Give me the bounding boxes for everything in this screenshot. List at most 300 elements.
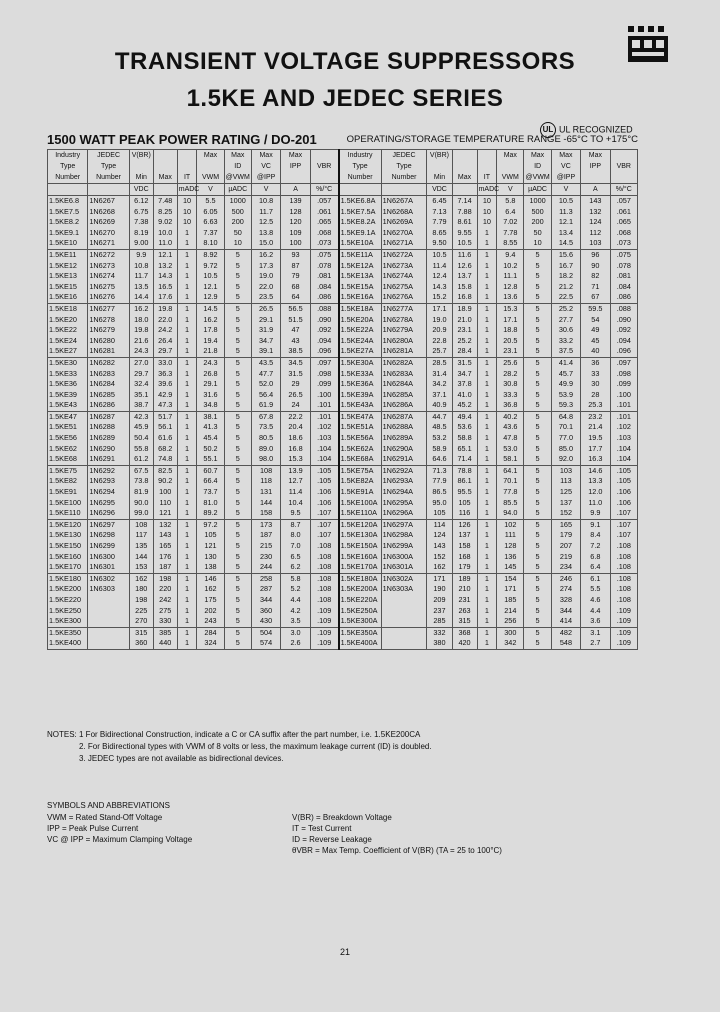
table-cell: 23.1: [452, 325, 477, 336]
table-cell: 50: [524, 228, 551, 239]
rating-subheader: [47, 132, 638, 146]
table-cell: 47.7: [251, 369, 280, 380]
table-cell: 332: [427, 627, 452, 638]
table-cell: IPP: [581, 161, 610, 172]
table-cell: 1.5KE100A: [339, 498, 382, 509]
table-cell: 1N6290: [88, 444, 129, 455]
table-cell: 1: [177, 465, 197, 476]
table-row: [48, 315, 638, 326]
table-cell: 5: [224, 315, 251, 326]
table-row: [48, 369, 638, 380]
table-cell: 7.79: [427, 217, 452, 228]
table-cell: 7.88: [452, 207, 477, 218]
table-cell: 1: [477, 282, 497, 293]
table-cell: 45: [581, 336, 610, 347]
table-cell: 16.3: [581, 454, 610, 465]
table-cell: 5: [524, 595, 551, 606]
table-cell: 1: [477, 508, 497, 519]
table-cell: Max: [224, 150, 251, 162]
table-row: [48, 498, 638, 509]
table-cell: VWM: [197, 172, 224, 184]
table-cell: 1: [477, 336, 497, 347]
table-cell: 1N6300: [88, 552, 129, 563]
table-cell: 37.5: [551, 346, 580, 357]
table-cell: 38.5: [281, 346, 310, 357]
table-cell: .104: [310, 444, 338, 455]
table-cell: 5: [524, 487, 551, 498]
table-cell: 39.1: [251, 346, 280, 357]
table-cell: 1N6273: [88, 261, 129, 272]
table-row: [48, 400, 638, 411]
table-cell: 113: [551, 476, 580, 487]
table-cell: [153, 161, 177, 172]
table-cell: 1: [477, 541, 497, 552]
page-number: 21: [339, 947, 350, 957]
table-cell: 1: [477, 249, 497, 260]
table-cell: .108: [310, 573, 338, 584]
table-cell: 135: [129, 541, 153, 552]
table-cell: 1.5KE22: [49, 325, 77, 335]
table-cell: 5: [524, 562, 551, 573]
table-cell: 242: [153, 595, 177, 606]
table-cell: 5: [524, 552, 551, 563]
table-cell: 82.5: [153, 465, 177, 476]
table-cell: 77.9: [427, 476, 452, 487]
table-cell: .057: [310, 196, 338, 207]
table-cell: 10.8: [251, 196, 280, 207]
table-cell: 126: [452, 519, 477, 530]
table-cell: 1: [177, 261, 197, 272]
table-cell: 1: [477, 261, 497, 272]
table-row: [48, 249, 638, 260]
table-cell: 12.0: [581, 487, 610, 498]
table-cell: .090: [610, 315, 637, 326]
table-cell: .078: [310, 261, 338, 272]
table-cell: 1N6276: [88, 292, 129, 303]
table-cell: 1.5KE11A: [339, 249, 382, 260]
table-cell: [177, 161, 197, 172]
table-row: [48, 606, 638, 617]
table-cell: 1N6299: [88, 541, 129, 552]
table-cell: 10.5: [197, 271, 224, 282]
table-cell: .101: [610, 411, 637, 422]
table-cell: 1: [477, 357, 497, 368]
table-cell: 324: [197, 638, 224, 649]
table-cell: 34.2: [427, 379, 452, 390]
table-cell: 1: [177, 369, 197, 380]
table-cell: 1N6268: [88, 207, 129, 218]
table-cell: 31.6: [197, 390, 224, 401]
table-cell: 5: [524, 519, 551, 530]
table-cell: 39.6: [153, 379, 177, 390]
table-cell: .107: [310, 519, 338, 530]
table-cell: 1: [177, 541, 197, 552]
table-cell: 1.5KE47A: [339, 411, 382, 422]
table-cell: .109: [610, 616, 637, 627]
table-cell: 100: [281, 238, 310, 249]
table-cell: 45.2: [452, 400, 477, 411]
table-cell: 13.4: [551, 228, 580, 239]
table-cell: 10: [177, 217, 197, 228]
table-cell: 1N6272: [88, 249, 129, 260]
table-cell: 43.6: [497, 422, 524, 433]
table-cell: 1: [177, 562, 197, 573]
table-cell: 102: [497, 519, 524, 530]
table-cell: 5.8: [281, 573, 310, 584]
table-cell: 1N6303: [88, 584, 129, 595]
table-cell: 125: [551, 487, 580, 498]
table-cell: 1: [177, 487, 197, 498]
table-cell: 220: [153, 584, 177, 595]
table-cell: [88, 638, 129, 649]
table-cell: 1.5KE200: [49, 584, 82, 594]
table-cell: 230: [251, 552, 280, 563]
table-cell: 5: [224, 303, 251, 314]
table-cell: 1.5KE9.1A: [339, 228, 382, 239]
table-cell: 17.1: [497, 315, 524, 326]
table-cell: 19.8: [129, 325, 153, 336]
table-cell: 110: [153, 498, 177, 509]
symbol-definition: IT = Test Current: [292, 824, 352, 833]
table-cell: VC: [251, 161, 280, 172]
temperature-range-label: OPERATING/STORAGE TEMPERATURE RANGE -65°C TO +175°C: [346, 134, 638, 145]
table-cell: 40.9: [427, 400, 452, 411]
table-cell: 17.8: [197, 325, 224, 336]
table-cell: JEDEC: [381, 150, 427, 162]
table-cell: 1: [177, 390, 197, 401]
table-cell: 9.02: [153, 217, 177, 228]
table-cell: 5: [524, 411, 551, 422]
table-cell: 1.5KE30: [48, 357, 88, 368]
symbol-definition: ID = Reverse Leakage: [292, 835, 372, 844]
table-cell: 12.6: [452, 261, 477, 272]
table-cell: Max: [497, 150, 524, 162]
table-cell: 5: [524, 444, 551, 455]
table-cell: 14.5: [197, 303, 224, 314]
table-cell: .108: [610, 584, 637, 595]
table-cell: 200: [224, 217, 251, 228]
table-cell: 1.5KE47: [48, 411, 88, 422]
table-cell: Max: [153, 172, 177, 184]
table-cell: 1: [477, 271, 497, 282]
table-cell: 152: [551, 508, 580, 519]
table-cell: 5.5: [197, 196, 224, 207]
table-cell: .094: [310, 336, 338, 347]
table-cell: 21.6: [129, 336, 153, 347]
table-row: [48, 530, 638, 541]
table-cell: 1N6267A: [381, 196, 427, 207]
table-cell: 1.5KE400: [49, 638, 82, 648]
table-cell: 5: [524, 627, 551, 638]
table-cell: 11.1: [497, 271, 524, 282]
table-row: [48, 616, 638, 627]
table-cell: [88, 616, 129, 627]
table-row: [48, 422, 638, 433]
table-cell: [381, 616, 427, 627]
table-cell: 179: [551, 530, 580, 541]
table-cell: 42.9: [153, 390, 177, 401]
table-cell: 14.3: [427, 282, 452, 293]
table-cell: 1N6271A: [381, 238, 427, 249]
table-cell: 51.5: [281, 315, 310, 326]
table-cell: 5: [524, 325, 551, 336]
table-cell: 1N6295A: [381, 498, 427, 509]
table-cell: .108: [310, 541, 338, 552]
table-cell: 7.78: [497, 228, 524, 239]
table-cell: 5: [524, 541, 551, 552]
table-cell: 5.8: [497, 196, 524, 207]
table-cell: 1.5KE75: [48, 465, 88, 476]
table-cell: 1: [177, 379, 197, 390]
symbols-left-column: [47, 812, 192, 845]
table-cell: .065: [310, 217, 338, 228]
table-cell: 94.0: [497, 508, 524, 519]
table-cell: 1.5KE150: [49, 541, 82, 550]
table-cell: 49.4: [452, 411, 477, 422]
table-cell: 1.5KE170A: [339, 562, 382, 573]
table-cell: 19.8: [153, 303, 177, 314]
table-cell: 90: [581, 261, 610, 272]
table-row: [48, 454, 638, 465]
table-cell: 1N6287: [88, 411, 129, 422]
table-cell: 11.7: [129, 271, 153, 282]
table-cell: 1: [177, 498, 197, 509]
table-cell: 71.3: [427, 465, 452, 476]
table-cell: 1.5KE180A: [339, 573, 382, 584]
table-cell: 19.4: [197, 336, 224, 347]
table-cell: V(BR): [129, 150, 153, 162]
table-cell: 132: [581, 207, 610, 218]
table-cell: 1.5KE16: [49, 292, 77, 302]
table-cell: 7.48: [153, 196, 177, 207]
table-cell: .086: [310, 292, 338, 303]
table-cell: 59.3: [551, 400, 580, 411]
table-cell: 5: [224, 498, 251, 509]
table-cell: .107: [610, 508, 637, 519]
table-cell: 1N6293A: [381, 476, 427, 487]
table-cell: 1: [477, 519, 497, 530]
table-cell: 49: [581, 325, 610, 336]
table-cell: 74.8: [153, 454, 177, 465]
table-cell: 1.5KE250: [49, 605, 82, 615]
table-cell: 1N6294: [88, 487, 129, 498]
table-cell: 5: [524, 336, 551, 347]
table-cell: 190: [427, 584, 452, 595]
table-cell: [129, 161, 153, 172]
table-cell: 1: [177, 433, 197, 444]
table-cell: 1.5KE120: [48, 519, 88, 530]
table-cell: 15.3: [281, 454, 310, 465]
table-cell: 8.65: [427, 228, 452, 239]
table-cell: 12.1: [551, 217, 580, 228]
table-cell: 3.5: [281, 616, 310, 627]
table-cell: 231: [452, 595, 477, 606]
table-cell: @VWM: [224, 172, 251, 184]
table-cell: 144: [129, 552, 153, 563]
table-row: [48, 508, 638, 519]
table-cell: 1.5KE15A: [339, 282, 382, 293]
table-cell: 108: [129, 519, 153, 530]
table-cell: 1.5KE130A: [339, 530, 382, 541]
table-cell: 1: [177, 584, 197, 595]
note-3: 3. JEDEC types are not available as bidirectional devices.: [79, 754, 284, 763]
table-cell: 5: [524, 369, 551, 380]
table-cell: 10: [224, 238, 251, 249]
table-cell: 9.5: [281, 508, 310, 519]
table-cell: [427, 161, 452, 172]
table-cell: 25.7: [427, 346, 452, 357]
table-cell: .106: [610, 498, 637, 509]
table-cell: 6.45: [427, 196, 452, 207]
table-cell: .100: [310, 390, 338, 401]
table-cell: 31.9: [251, 325, 280, 336]
table-cell: 5: [224, 638, 251, 649]
table-cell: 1N6277: [88, 303, 129, 314]
table-cell: 3.0: [281, 627, 310, 638]
table-cell: 1N6295: [88, 498, 129, 509]
table-cell: 210: [452, 584, 477, 595]
table-cell: 90.0: [129, 498, 153, 509]
table-cell: 30: [581, 379, 610, 390]
table-cell: 1N6286A: [381, 400, 427, 411]
table-cell: 33.2: [551, 336, 580, 347]
table-cell: 71.4: [452, 454, 477, 465]
table-cell: 116: [452, 508, 477, 519]
table-cell: 315: [129, 627, 153, 638]
table-cell: 7.0: [281, 541, 310, 552]
table-cell: [381, 595, 427, 606]
table-cell: .092: [610, 325, 637, 336]
table-cell: 58.8: [452, 433, 477, 444]
table-cell: .107: [310, 508, 338, 519]
table-cell: 131: [251, 487, 280, 498]
table-cell: 16.2: [129, 303, 153, 314]
table-cell: 38.7: [129, 400, 153, 411]
table-cell: .096: [610, 346, 637, 357]
table-cell: 1.5KE91A: [339, 487, 382, 498]
table-cell: 5: [224, 541, 251, 552]
table-cell: .101: [610, 400, 637, 411]
table-cell: [281, 172, 310, 184]
table-cell: 162: [129, 573, 153, 584]
table-cell: 171: [497, 584, 524, 595]
table-cell: 1: [177, 303, 197, 314]
table-cell: 114: [427, 519, 452, 530]
table-cell: [610, 172, 637, 184]
table-cell: 1.5KE350: [48, 627, 88, 638]
table-cell: 5: [224, 336, 251, 347]
table-cell: 1: [477, 454, 497, 465]
table-cell: .061: [310, 207, 338, 218]
table-cell: 10.5: [551, 196, 580, 207]
table-cell: 1: [477, 562, 497, 573]
table-row: [48, 336, 638, 347]
table-cell: 93: [281, 249, 310, 260]
table-cell: 5: [224, 433, 251, 444]
table-cell: .090: [310, 315, 338, 326]
table-cell: 1: [477, 595, 497, 606]
table-cell: 103: [581, 238, 610, 249]
table-cell: 1.5KE39A: [339, 390, 382, 401]
table-cell: 5: [224, 379, 251, 390]
table-cell: .100: [610, 390, 637, 401]
table-cell: 7.13: [427, 207, 452, 218]
table-cell: Type: [339, 161, 382, 172]
table-cell: 1.5KE300A: [339, 616, 382, 627]
table-row: [48, 595, 638, 606]
table-cell: 40.2: [497, 411, 524, 422]
table-cell: .081: [310, 271, 338, 282]
table-cell: [610, 150, 637, 162]
table-cell: 124: [427, 530, 452, 541]
table-cell: .108: [610, 573, 637, 584]
table-cell: 1: [477, 487, 497, 498]
table-cell: 1.5KE170: [49, 562, 82, 572]
table-cell: Number: [339, 172, 382, 184]
table-cell: 77.0: [551, 433, 580, 444]
table-cell: 1: [177, 627, 197, 638]
table-cell: 5: [224, 487, 251, 498]
table-cell: 29.1: [251, 315, 280, 326]
symbol-definition: V(BR) = Breakdown Voltage: [292, 813, 392, 822]
table-cell: 1: [177, 616, 197, 627]
table-cell: 275: [153, 606, 177, 617]
table-row: [48, 519, 638, 530]
table-cell: 165: [551, 519, 580, 530]
table-cell: 1N6285A: [381, 390, 427, 401]
table-cell: 52.0: [251, 379, 280, 390]
table-cell: 1.5KE39: [49, 389, 77, 399]
table-cell: 18.8: [497, 325, 524, 336]
table-cell: 56.4: [251, 390, 280, 401]
table-cell: 36: [581, 357, 610, 368]
table-cell: 385: [153, 627, 177, 638]
table-cell: 1N6302A: [381, 573, 427, 584]
table-cell: 1.5KE43A: [339, 400, 382, 411]
table-cell: 1: [477, 476, 497, 487]
table-cell: 37.1: [427, 390, 452, 401]
table-cell: 1N6289A: [381, 433, 427, 444]
table-cell: 137: [551, 498, 580, 509]
table-cell: 1N6281A: [381, 346, 427, 357]
table-cell: 5: [224, 562, 251, 573]
table-cell: 162: [427, 562, 452, 573]
table-cell: 1.5KE350A: [339, 627, 382, 638]
table-cell: 55.8: [129, 444, 153, 455]
table-row: [48, 282, 638, 293]
table-cell: 105: [197, 530, 224, 541]
table-cell: 5: [524, 530, 551, 541]
table-cell: .109: [610, 606, 637, 617]
table-row: [48, 196, 638, 207]
table-cell: [197, 161, 224, 172]
table-cell: 285: [427, 616, 452, 627]
table-cell: 15.2: [427, 292, 452, 303]
table-cell: 5: [224, 627, 251, 638]
table-cell: 1N6298A: [381, 530, 427, 541]
table-cell: 5: [524, 346, 551, 357]
table-cell: 7.14: [452, 196, 477, 207]
table-row: [48, 271, 638, 282]
table-cell: 5: [224, 584, 251, 595]
table-cell: 1: [177, 400, 197, 411]
table-cell: 45.9: [129, 422, 153, 433]
table-cell: 73.8: [129, 476, 153, 487]
table-cell: 1N6289: [88, 433, 129, 444]
table-cell: 50: [224, 228, 251, 239]
table-cell: 17.3: [251, 261, 280, 272]
table-cell: 360: [129, 638, 153, 649]
